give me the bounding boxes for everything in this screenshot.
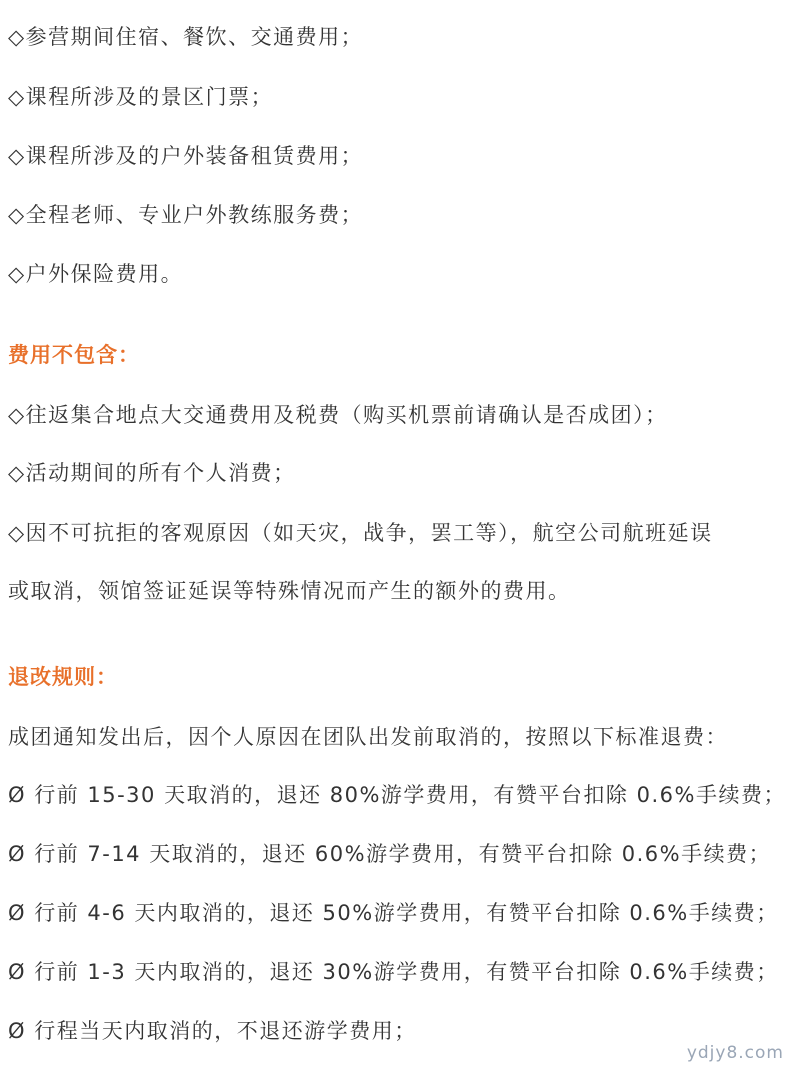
included-item: ◇课程所涉及的户外装备租赁费用； <box>8 144 364 168</box>
included-item: ◇课程所涉及的景区门票； <box>8 85 274 109</box>
refund-rule: Ø 行前 7-14 天取消的，退还 60%游学费用，有赞平台扣除 0.6%手续费； <box>8 842 772 866</box>
refund-rule: Ø 行程当天内取消的，不退还游学费用； <box>8 1019 417 1043</box>
watermark: ydjy8.com <box>686 1043 784 1063</box>
refund-rule: Ø 行前 15-30 天取消的，退还 80%游学费用，有赞平台扣除 0.6%手续费； <box>8 783 786 807</box>
included-item: ◇参营期间住宿、餐饮、交通费用； <box>8 25 364 49</box>
excluded-item: ◇活动期间的所有个人消费； <box>8 461 296 485</box>
excluded-item: ◇因不可抗拒的客观原因（如天灾，战争，罢工等），航空公司航班延误 <box>8 521 713 545</box>
refund-rule: Ø 行前 4-6 天内取消的，退还 50%游学费用，有赞平台扣除 0.6%手续费； <box>8 901 779 925</box>
excluded-heading: 费用不包含： <box>8 343 140 367</box>
refund-rule: Ø 行前 1-3 天内取消的，退还 30%游学费用，有赞平台扣除 0.6%手续费； <box>8 960 779 984</box>
refund-intro: 成团通知发出后，因个人原因在团队出发前取消的，按照以下标准退费： <box>8 725 728 749</box>
refund-heading: 退改规则： <box>8 665 118 689</box>
included-item: ◇全程老师、专业户外教练服务费； <box>8 203 364 227</box>
excluded-item: ◇往返集合地点大交通费用及税费（购买机票前请确认是否成团）； <box>8 403 668 427</box>
included-item: ◇户外保险费用。 <box>8 262 184 286</box>
excluded-item-continuation: 或取消，领馆签证延误等特殊情况而产生的额外的费用。 <box>8 579 571 603</box>
